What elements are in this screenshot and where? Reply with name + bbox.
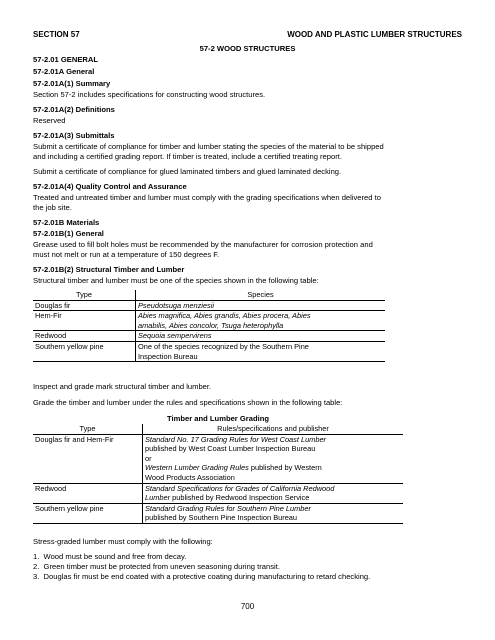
rules-publisher: published by Western xyxy=(248,463,322,473)
heading-quality-control: 57-2.01A(4) Quality Control and Assurance xyxy=(33,182,187,191)
rules-or: or xyxy=(145,453,152,463)
quality-text-line1: Treated and untreated timber and lumber must comply with the grading specifications when delivered to xyxy=(33,193,381,202)
rules-title: Standard Specifications for Grades of California Redwood xyxy=(145,483,335,493)
inspect-text: Inspect and grade mark structural timber and lumber. xyxy=(33,382,212,391)
grading-type-cell: Southern yellow pine xyxy=(33,503,143,523)
species-table xyxy=(33,290,385,362)
heading-general: 57-2.01 GENERAL xyxy=(33,55,98,64)
heading-general-a: 57-2.01A General xyxy=(33,67,95,76)
species-table-header-species: Species xyxy=(136,290,386,300)
heading-definitions: 57-2.01A(2) Definitions xyxy=(33,105,115,114)
species-text: Inspection Bureau xyxy=(138,351,198,361)
heading-structural-timber: 57-2.01B(2) Structural Timber and Lumber xyxy=(33,265,185,274)
list-item: 1. Wood must be sound and free from decay. xyxy=(33,552,187,561)
page-header xyxy=(33,30,462,42)
species-name: Sequoia sempervirens xyxy=(138,331,212,341)
grading-rules-cell xyxy=(143,483,404,503)
grading-table-header-type: Type xyxy=(33,424,143,434)
species-cell xyxy=(136,331,386,342)
species-cell xyxy=(136,311,386,331)
grading-rules-cell xyxy=(143,503,404,523)
list-item: 3. Douglas fir must be end coated with a protective coating during manufacturing to retard checking. xyxy=(33,572,371,581)
rules-publisher: published by Southern Pine Inspection Bureau xyxy=(145,513,298,523)
heading-materials: 57-2.01B Materials xyxy=(33,218,100,227)
submittals-text-line2: and including a certified grading report. If timber is treated, include a certified treating report. xyxy=(33,152,342,161)
species-type-cell: Douglas fir xyxy=(33,300,136,311)
grading-table-header-rules: Rules/specifications and publisher xyxy=(143,424,404,434)
rules-publisher: Wood Products Association xyxy=(145,472,235,482)
grading-table xyxy=(33,424,403,524)
rules-publisher: published by West Coast Lumber Inspection Bureau xyxy=(145,444,316,454)
species-type-cell: Southern yellow pine xyxy=(33,341,136,361)
grease-text-line1: Grease used to fill bolt holes must be recommended by the manufacturer for corrosion protection and xyxy=(33,240,373,249)
grading-type-cell: Redwood xyxy=(33,483,143,503)
grease-text-line2: must not melt or run at a temperature of 150 degrees F. xyxy=(33,250,220,259)
submittals-text-line1: Submit a certificate of compliance for timber and lumber stating the species of the material to be shipped xyxy=(33,142,384,151)
rules-title: Standard Grading Rules for Southern Pine Lumber xyxy=(145,503,311,513)
definitions-text: Reserved xyxy=(33,116,66,125)
table-row xyxy=(33,311,385,331)
subsection-title: 57-2 WOOD STRUCTURES xyxy=(199,44,296,53)
grading-type-cell: Douglas fir and Hem-Fir xyxy=(33,434,143,483)
table-row xyxy=(33,434,403,483)
species-name: amabilis, Abies concolor, Tsuga heterophylla xyxy=(138,320,284,330)
species-intro-text: Structural timber and lumber must be one of the species shown in the following table: xyxy=(33,276,319,285)
quality-text-line2: the job site. xyxy=(33,203,72,212)
summary-text: Section 57-2 includes specifications for constructing wood structures. xyxy=(33,90,266,99)
species-cell xyxy=(136,300,386,311)
table-row xyxy=(33,331,385,342)
species-type-cell: Hem-Fir xyxy=(33,311,136,331)
rules-title: Lumber xyxy=(145,493,171,503)
grading-rules-cell xyxy=(143,434,404,483)
species-name: Abies magnifica, Abies grandis, Abies procera, Abies xyxy=(138,311,311,321)
heading-summary: 57-2.01A(1) Summary xyxy=(33,79,111,88)
table-row xyxy=(33,341,385,361)
species-text: One of the species recognized by the Southern Pine xyxy=(138,341,309,351)
species-type-cell: Redwood xyxy=(33,331,136,342)
section-title: WOOD AND PLASTIC LUMBER STRUCTURES xyxy=(287,30,462,39)
species-table-header-type: Type xyxy=(33,290,136,300)
heading-materials-general: 57-2.01B(1) General xyxy=(33,229,104,238)
table-row xyxy=(33,483,403,503)
table-row xyxy=(33,503,403,523)
heading-submittals: 57-2.01A(3) Submittals xyxy=(33,131,115,140)
table-row xyxy=(33,300,385,311)
grading-table-caption: Timber and Lumber Grading xyxy=(167,414,269,423)
submittals-glued-text: Submit a certificate of compliance for glued laminated timbers and glued laminated decking. xyxy=(33,167,342,176)
species-name: Pseudotsuga menziesii xyxy=(138,300,215,310)
rules-publisher: published by Redwood Inspection Service xyxy=(170,493,310,503)
page-number: 700 xyxy=(240,602,255,611)
section-number: SECTION 57 xyxy=(33,30,80,39)
stress-graded-text: Stress-graded lumber must comply with the following: xyxy=(33,537,213,546)
list-item: 2. Green timber must be protected from uneven seasoning during transit. xyxy=(33,562,280,571)
rules-title: Western Lumber Grading Rules xyxy=(145,463,249,473)
rules-title: Standard No. 17 Grading Rules for West Coast Lumber xyxy=(145,434,327,444)
species-cell xyxy=(136,341,386,361)
grade-intro-text: Grade the timber and lumber under the rules and specifications shown in the following table: xyxy=(33,398,343,407)
